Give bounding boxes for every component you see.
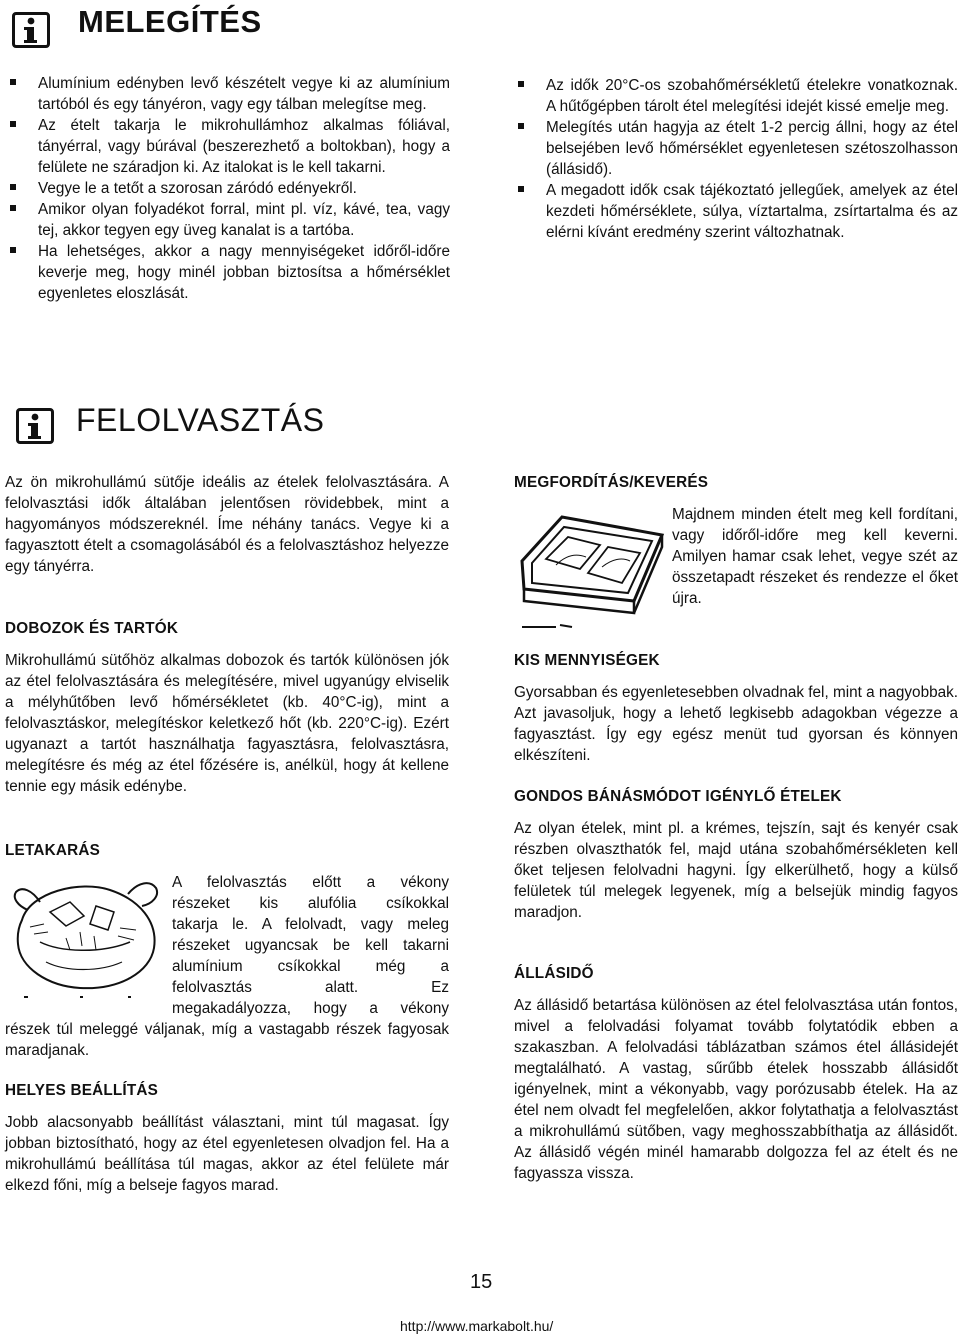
covering-line: felolvasztás alatt. Ez [172,979,449,996]
list-item: A megadott idők csak tájékoztató jellegűek, amelyek az étel kezdeti hőmérséklete, súlya, víztartalma, zsírtartalma és az elérni kívánt eredmény szerint változhatnak. [516,180,958,243]
list-item: Ha lehetséges, akkor a nagy mennyiségeket időről-időre keverje meg, hogy minél jobban biztosítsa a hőmérséklet egyenletes eloszlását. [8,241,450,304]
settings-heading: HELYES BEÁLLÍTÁS [5,1082,159,1099]
delicate-heading: GONDOS BÁNÁSMÓDOT IGÉNYLŐ ÉTELEK [514,788,842,805]
covering-line: megakadályozza, hogy a vékony [172,1000,449,1017]
covering-line: takarja le. A felolvadt, vagy meleg [172,916,449,933]
heating-right-list [516,75,958,243]
covered-chicken-illustration [10,872,160,1000]
list-item: Vegye le a tetőt a szorosan záródó edényekről. [8,178,450,199]
covering-text-rest: részek túl meleggé váljanak, míg a vastagabb részek fagyosak maradjanak. [5,1021,449,1059]
food-tray-illustration [516,505,666,629]
list-item: Az ételt takarja le mikrohullámhoz alkalmas fóliával, tányérral, vagy búrával (beszerezhető a boltokban), hogy a felülete ne száradjon ki. Az italokat is le kell takarni. [8,115,450,178]
list-item: Az idők 20°C-os szobahőmérsékletű ételekre vonatkoznak. A hűtőgépben tárolt étel melegítési idejét kissé emelje meg. [516,75,958,117]
info-icon [16,408,54,444]
heating-left-list [8,73,450,304]
list-item: Alumínium edényben levő készételt vegye ki az alumínium tartóból és egy tányéron, vagy egy tálban melegítse meg. [8,73,450,115]
footer-url: http://www.markabolt.hu/ [400,1318,554,1334]
covering-line: A felolvasztás előtt a vékony [172,874,449,891]
defrost-intro: Az ön mikrohullámú sütője ideális az ételek felolvasztására. A felolvasztási idők általában jelentősen rövidebbek, mint a hagyományos módszereknél. Íme néhány tanács. Vegye ki a fagyasztott ételt a csomagolásából és a felolvasztáshoz helyezze egy tányérra. [5,474,449,575]
heating-title: MELEGÍTÉS [78,4,262,39]
list-item: Amikor olyan folyadékot forral, mint pl. víz, kávé, tea, vagy tej, akkor tegyen egy üveg kanalat is a tartóba. [8,199,450,241]
list-item: Melegítés után hagyja az ételt 1-2 percig állni, hogy az étel belsejében levő hőmérséklet egyenletesen szétoszolhasson (állásidő). [516,117,958,180]
standing-heading: ÁLLÁSIDŐ [514,965,594,982]
covering-text-lines [172,872,449,1019]
covering-line: alumínium csíkokkal még a [172,958,449,975]
small-heading: KIS MENNYISÉGEK [514,652,660,669]
turning-heading: MEGFORDÍTÁS/KEVERÉS [514,474,709,491]
covering-line: részeket kis alufólia csíkokkal [172,895,449,912]
small-text: Gyorsabban és egyenletesebben olvadnak fel, mint a nagyobbak. Azt javasoljuk, hogy a lehető legkisebb adagokban végezze a fagyasztást. Így egy egész menüt tud gyorsan és könnyen elkészíteni. [514,684,958,764]
covering-line: részeket ugyancsak be kell takarni [172,937,449,954]
turning-text: Majdnem minden ételt meg kell fordítani, vagy időről-időre meg kell keverni. Amilyen hamar csak lehet, vegye szét az összetapadt részeket és rendezze el őket újra. [672,506,958,607]
covering-heading: LETAKARÁS [5,842,100,859]
standing-text: Az állásidő betartása különösen az étel felolvasztása után fontos, mivel a felolvadási folyamat tovább folytatódik ebben a szakaszban. A felolvadási táblázatban számos étel állásidejét megtalálható. A vastag, sűrűbb ételek hosszabb állásidőt igényelnek, mint a vékonyabb, vagy porózusabb ételek. Ha az étel nem olvadt fel megfelelően, akkor folytathatja a felolvasztást a mikrohullámú sütőben, vagy meghosszabbíthatja az állásidőt. Az állásidő végén minél hamarabb dolgozza fel az ételt és ne fagyassza vissza. [514,997,958,1182]
info-icon [12,12,50,48]
boxes-text: Mikrohullámú sütőhöz alkalmas dobozok és tartók különösen jók az étel felolvasztására és melegítésére, mivel ugyanúgy elviselik a mélyhűtőben levő hőmérsékletet (kb. 40°C-ig), mint a felolvasztáskor, melegítéskor keletkező hőt (kb. 220°C-ig). Ezért ugyanazt a tartót használhatja fagyasztásra, felolvasztásra, melegítésre és még az étel főzésére is, anélkül, hogy át kellene tennie egy másik edénybe. [5,652,449,795]
boxes-heading: DOBOZOK ÉS TARTÓK [5,620,179,637]
defrost-title: FELOLVASZTÁS [76,402,325,438]
settings-text: Jobb alacsonyabb beállítást választani, mint túl magasat. Így jobban biztosítható, hogy az étel egyenletesen olvadjon fel. Ha a mikrohullámú beállítása túl magas, akkor az étel felülete már elkezd főni, míg a belseje fagyos marad. [5,1114,449,1194]
page-number: 15 [470,1271,493,1293]
delicate-text: Az olyan ételek, mint pl. a krémes, tejszín, sajt és kenyér csak részben olvaszthatók fel, majd utána szobahőmérsékleten kell őket teljesen felolvadni hagyni. Így elkerülhető, hogy a külső felületek túl melegek legyenek, míg a belsejük mindig fagyos maradjon. [514,820,958,921]
